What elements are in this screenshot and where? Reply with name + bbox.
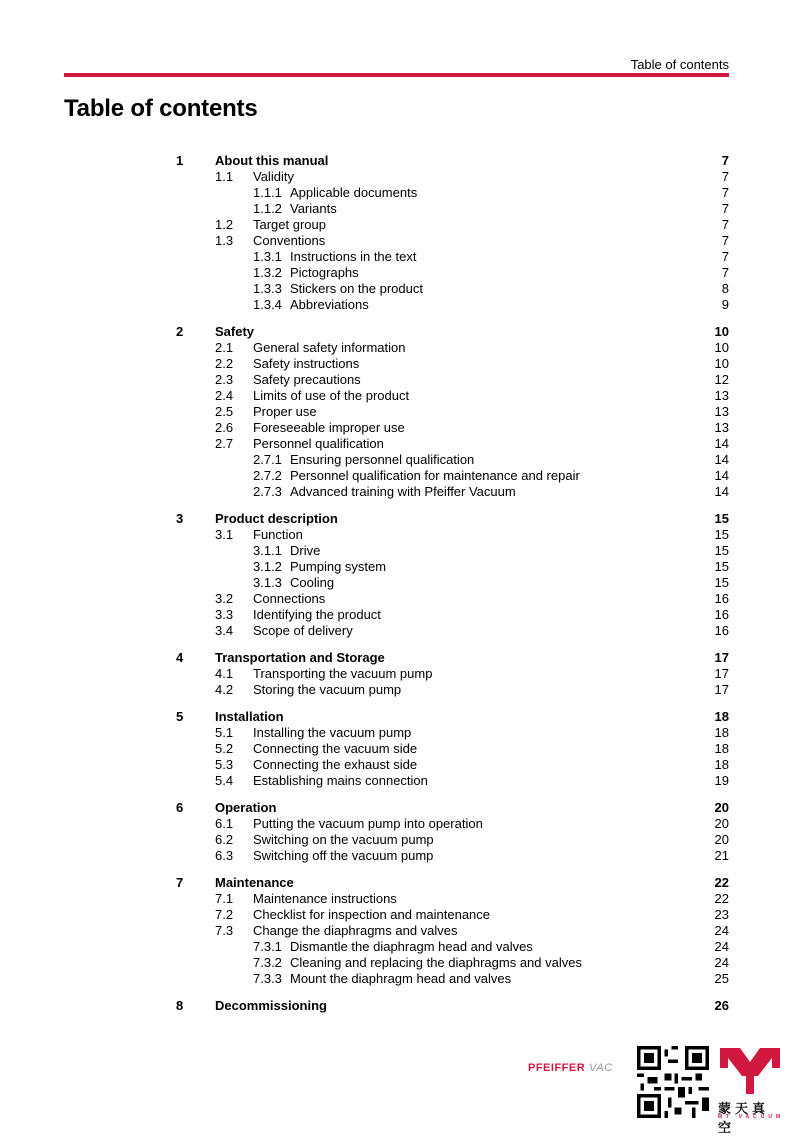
pfeiffer-logo: PFEIFFER VAC [528,1062,613,1074]
toc-page: 15 [714,559,729,574]
toc-page: 7 [721,217,729,232]
toc-title: Cooling [290,575,335,590]
toc-page: 9 [721,297,729,312]
toc-entry-row[interactable] [176,682,729,698]
toc-page: 7 [721,153,729,168]
toc-title: Validity [253,169,294,184]
toc-title: Change the diaphragms and valves [253,923,458,938]
toc-number: 1.3.2 [253,265,282,280]
mt-logo-english-text: MT VACUUM [718,1114,785,1120]
toc-title: Cleaning and replacing the diaphragms and valves [290,955,582,970]
toc-page: 22 [714,875,729,890]
toc-page: 24 [714,939,729,954]
page-title: Table of contents [64,95,258,122]
toc-title: Operation [215,800,277,815]
running-header: Table of contents [630,57,729,72]
toc-number: 3.1.3 [253,575,282,590]
toc-title: Target group [253,217,326,232]
toc-entry-row[interactable] [176,233,729,249]
toc-entry-row[interactable] [176,527,729,543]
toc-page: 16 [714,591,729,606]
toc-chapter-4 [176,650,729,698]
toc-title: Establishing mains connection [253,773,428,788]
toc-entry-row[interactable] [176,484,729,500]
toc-page: 8 [721,281,729,296]
toc-number: 8 [176,998,184,1013]
toc-page: 14 [714,468,729,483]
toc-entry-row[interactable] [176,185,729,201]
toc-entry-row[interactable] [176,832,729,848]
toc-title: Connecting the exhaust side [253,757,418,772]
toc-page: 17 [714,666,729,681]
toc-title: Connecting the vacuum side [253,741,418,756]
toc-entry-row[interactable] [176,891,729,907]
toc-chapter-row[interactable] [176,153,729,169]
toc-entry-row[interactable] [176,452,729,468]
toc-page: 23 [714,907,729,922]
toc-number: 2.7.2 [253,468,282,483]
toc-number: 2.5 [215,404,234,419]
toc-title: Decommissioning [215,998,327,1013]
toc-entry-row[interactable] [176,816,729,832]
toc-number: 6 [176,800,184,815]
toc-number: 5.1 [215,725,234,740]
toc-page: 17 [714,682,729,697]
toc-title: Personnel qualification [253,436,384,451]
toc-number: 2.3 [215,372,234,387]
toc-title: Maintenance [215,875,294,890]
toc-number: 5.3 [215,757,234,772]
toc-page: 10 [714,340,729,355]
toc-title: Product description [215,511,338,526]
toc-entry-row[interactable] [176,971,729,987]
toc-page: 18 [714,741,729,756]
toc-entry-row[interactable] [176,201,729,217]
toc-number: 3.4 [215,623,234,638]
toc-page: 12 [714,372,729,387]
toc-page: 7 [721,185,729,200]
toc-entry-row[interactable] [176,388,729,404]
toc-entry-row[interactable] [176,725,729,741]
toc-title: Mount the diaphragm head and valves [290,971,512,986]
toc-number: 7.1 [215,891,234,906]
toc-title: Switching on the vacuum pump [253,832,434,847]
toc-page: 18 [714,725,729,740]
toc-title: Safety instructions [253,356,360,371]
toc-entry-row[interactable] [176,773,729,789]
qr-code-icon [637,1046,709,1118]
toc-page: 24 [714,955,729,970]
toc-page: 20 [714,816,729,831]
toc-chapter-row[interactable] [176,709,729,725]
toc-number: 1.2 [215,217,234,232]
toc-page: 14 [714,484,729,499]
toc-number: 3.2 [215,591,234,606]
toc-title: Dismantle the diaphragm head and valves [290,939,533,954]
toc-title: Maintenance instructions [253,891,397,906]
toc-entry-row[interactable] [176,757,729,773]
toc-entry-row[interactable] [176,297,729,313]
toc-title: Personnel qualification for maintenance and repair [290,468,580,483]
toc-entry-row[interactable] [176,575,729,591]
toc-title: Installing the vacuum pump [253,725,412,740]
toc-chapter-2 [176,324,729,500]
toc-entry-row[interactable] [176,559,729,575]
toc-entry-row[interactable] [176,607,729,623]
toc-entry-row[interactable] [176,265,729,281]
toc-page: 15 [714,543,729,558]
toc-number: 3.1 [215,527,234,542]
mt-logo-chinese-text: 蒙天真空 [718,1101,770,1135]
toc-title: Foreseeable improper use [253,420,405,435]
toc-number: 7.3.2 [253,955,282,970]
toc-entry-row[interactable] [176,281,729,297]
toc-title: Variants [290,201,337,216]
toc-chapter-row[interactable] [176,650,729,666]
toc-title: Identifying the product [253,607,381,622]
toc-entry-row[interactable] [176,543,729,559]
toc-page: 17 [714,650,729,665]
toc-title: Safety [215,324,255,339]
toc-chapter-row[interactable] [176,324,729,340]
toc-page: 15 [714,511,729,526]
toc-page: 22 [714,891,729,906]
toc-chapter-1 [176,153,729,313]
toc-number: 3.3 [215,607,234,622]
toc-chapter-row[interactable] [176,511,729,527]
toc-number: 7.3 [215,923,234,938]
toc-page: 10 [714,356,729,371]
toc-number: 5.2 [215,741,234,756]
toc-number: 4.2 [215,682,234,697]
toc-number: 2.2 [215,356,234,371]
toc-title: Pumping system [290,559,387,574]
toc-number: 5.4 [215,773,234,788]
toc-number: 4.1 [215,666,234,681]
toc-entry-row[interactable] [176,907,729,923]
toc-page: 16 [714,623,729,638]
toc-title: Scope of delivery [253,623,353,638]
toc-number: 1.1 [215,169,234,184]
toc-number: 4 [176,650,184,665]
toc-page: 18 [714,757,729,772]
toc-page: 16 [714,607,729,622]
toc-number: 1.3.3 [253,281,282,296]
toc-title: Connections [253,591,326,606]
toc-chapter-row[interactable] [176,998,729,1014]
toc-title: Function [253,527,303,542]
toc-title: Transportation and Storage [215,650,385,665]
toc-title: Transporting the vacuum pump [253,666,433,681]
toc-number: 1.3 [215,233,234,248]
toc-page: 7 [721,169,729,184]
toc-page: 13 [714,420,729,435]
toc-number: 7.3.1 [253,939,282,954]
toc-page: 7 [721,233,729,248]
toc-number: 2 [176,324,184,339]
toc-number: 6.3 [215,848,234,863]
toc-number: 2.1 [215,340,234,355]
toc-page: 7 [721,201,729,216]
toc-number: 1.1.1 [253,185,282,200]
toc-page: 13 [714,404,729,419]
header-rule [64,73,729,77]
toc-number: 1.1.2 [253,201,282,216]
toc-title: Drive [290,543,321,558]
toc-number: 2.7.1 [253,452,282,467]
toc-chapter-row[interactable] [176,875,729,891]
toc-number: 6.2 [215,832,234,847]
toc-number: 1.3.1 [253,249,282,264]
toc-page: 13 [714,388,729,403]
toc-page: 7 [721,265,729,280]
toc-entry-row[interactable] [176,340,729,356]
toc-page: 25 [714,971,729,986]
toc-entry-row[interactable] [176,169,729,185]
toc-title: Applicable documents [290,185,418,200]
mt-vacuum-logo [718,1046,782,1096]
toc-entry-row[interactable] [176,468,729,484]
toc-page: 7 [721,249,729,264]
toc-title: Conventions [253,233,326,248]
toc-chapter-row[interactable] [176,800,729,816]
toc-title: Checklist for inspection and maintenance [253,907,491,922]
toc-number: 5 [176,709,184,724]
toc-number: 2.4 [215,388,234,403]
toc-entry-row[interactable] [176,420,729,436]
toc-chapter-7 [176,875,729,987]
toc-title: Storing the vacuum pump [253,682,402,697]
toc-page: 14 [714,436,729,451]
toc-number: 6.1 [215,816,234,831]
toc-title: Installation [215,709,284,724]
toc-title: About this manual [215,153,329,168]
toc-title: Pictographs [290,265,359,280]
toc-title: Switching off the vacuum pump [253,848,434,863]
toc-page: 19 [714,773,729,788]
toc-title: Instructions in the text [290,249,417,264]
toc-title: Safety precautions [253,372,361,387]
toc-title: Advanced training with Pfeiffer Vacuum [290,484,516,499]
toc-entry-row[interactable] [176,436,729,452]
toc-page: 21 [714,848,729,863]
toc-page: 18 [714,709,729,724]
toc-number: 2.6 [215,420,234,435]
toc-entry-row[interactable] [176,591,729,607]
toc-page: 26 [714,998,729,1013]
toc-entry-row[interactable] [176,939,729,955]
toc-title: Abbreviations [290,297,369,312]
toc-number: 2.7 [215,436,234,451]
toc-number: 2.7.3 [253,484,282,499]
toc-number: 7.2 [215,907,234,922]
toc-entry-row[interactable] [176,741,729,757]
table-of-contents [176,153,729,1025]
toc-page: 14 [714,452,729,467]
toc-title: Putting the vacuum pump into operation [253,816,483,831]
toc-page: 20 [714,832,729,847]
toc-entry-row[interactable] [176,955,729,971]
toc-entry-row[interactable] [176,848,729,864]
toc-entry-row[interactable] [176,217,729,233]
toc-chapter-8 [176,998,729,1014]
toc-number: 1 [176,153,184,168]
toc-page: 15 [714,575,729,590]
toc-title: Proper use [253,404,317,419]
toc-title: Limits of use of the product [253,388,410,403]
toc-page: 20 [714,800,729,815]
toc-entry-row[interactable] [176,666,729,682]
toc-chapter-6 [176,800,729,864]
toc-number: 3 [176,511,184,526]
toc-number: 1.3.4 [253,297,282,312]
toc-title: Stickers on the product [290,281,423,296]
toc-entry-row[interactable] [176,623,729,639]
toc-number: 3.1.2 [253,559,282,574]
toc-title: Ensuring personnel qualification [290,452,475,467]
toc-entry-row[interactable] [176,356,729,372]
toc-entry-row[interactable] [176,372,729,388]
toc-chapter-3 [176,511,729,639]
toc-number: 7 [176,875,184,890]
toc-number: 7.3.3 [253,971,282,986]
toc-entry-row[interactable] [176,249,729,265]
toc-entry-row[interactable] [176,923,729,939]
toc-title: General safety information [253,340,406,355]
toc-chapter-5 [176,709,729,789]
toc-entry-row[interactable] [176,404,729,420]
toc-page: 15 [714,527,729,542]
toc-page: 10 [714,324,729,339]
toc-page: 24 [714,923,729,938]
toc-number: 3.1.1 [253,543,282,558]
